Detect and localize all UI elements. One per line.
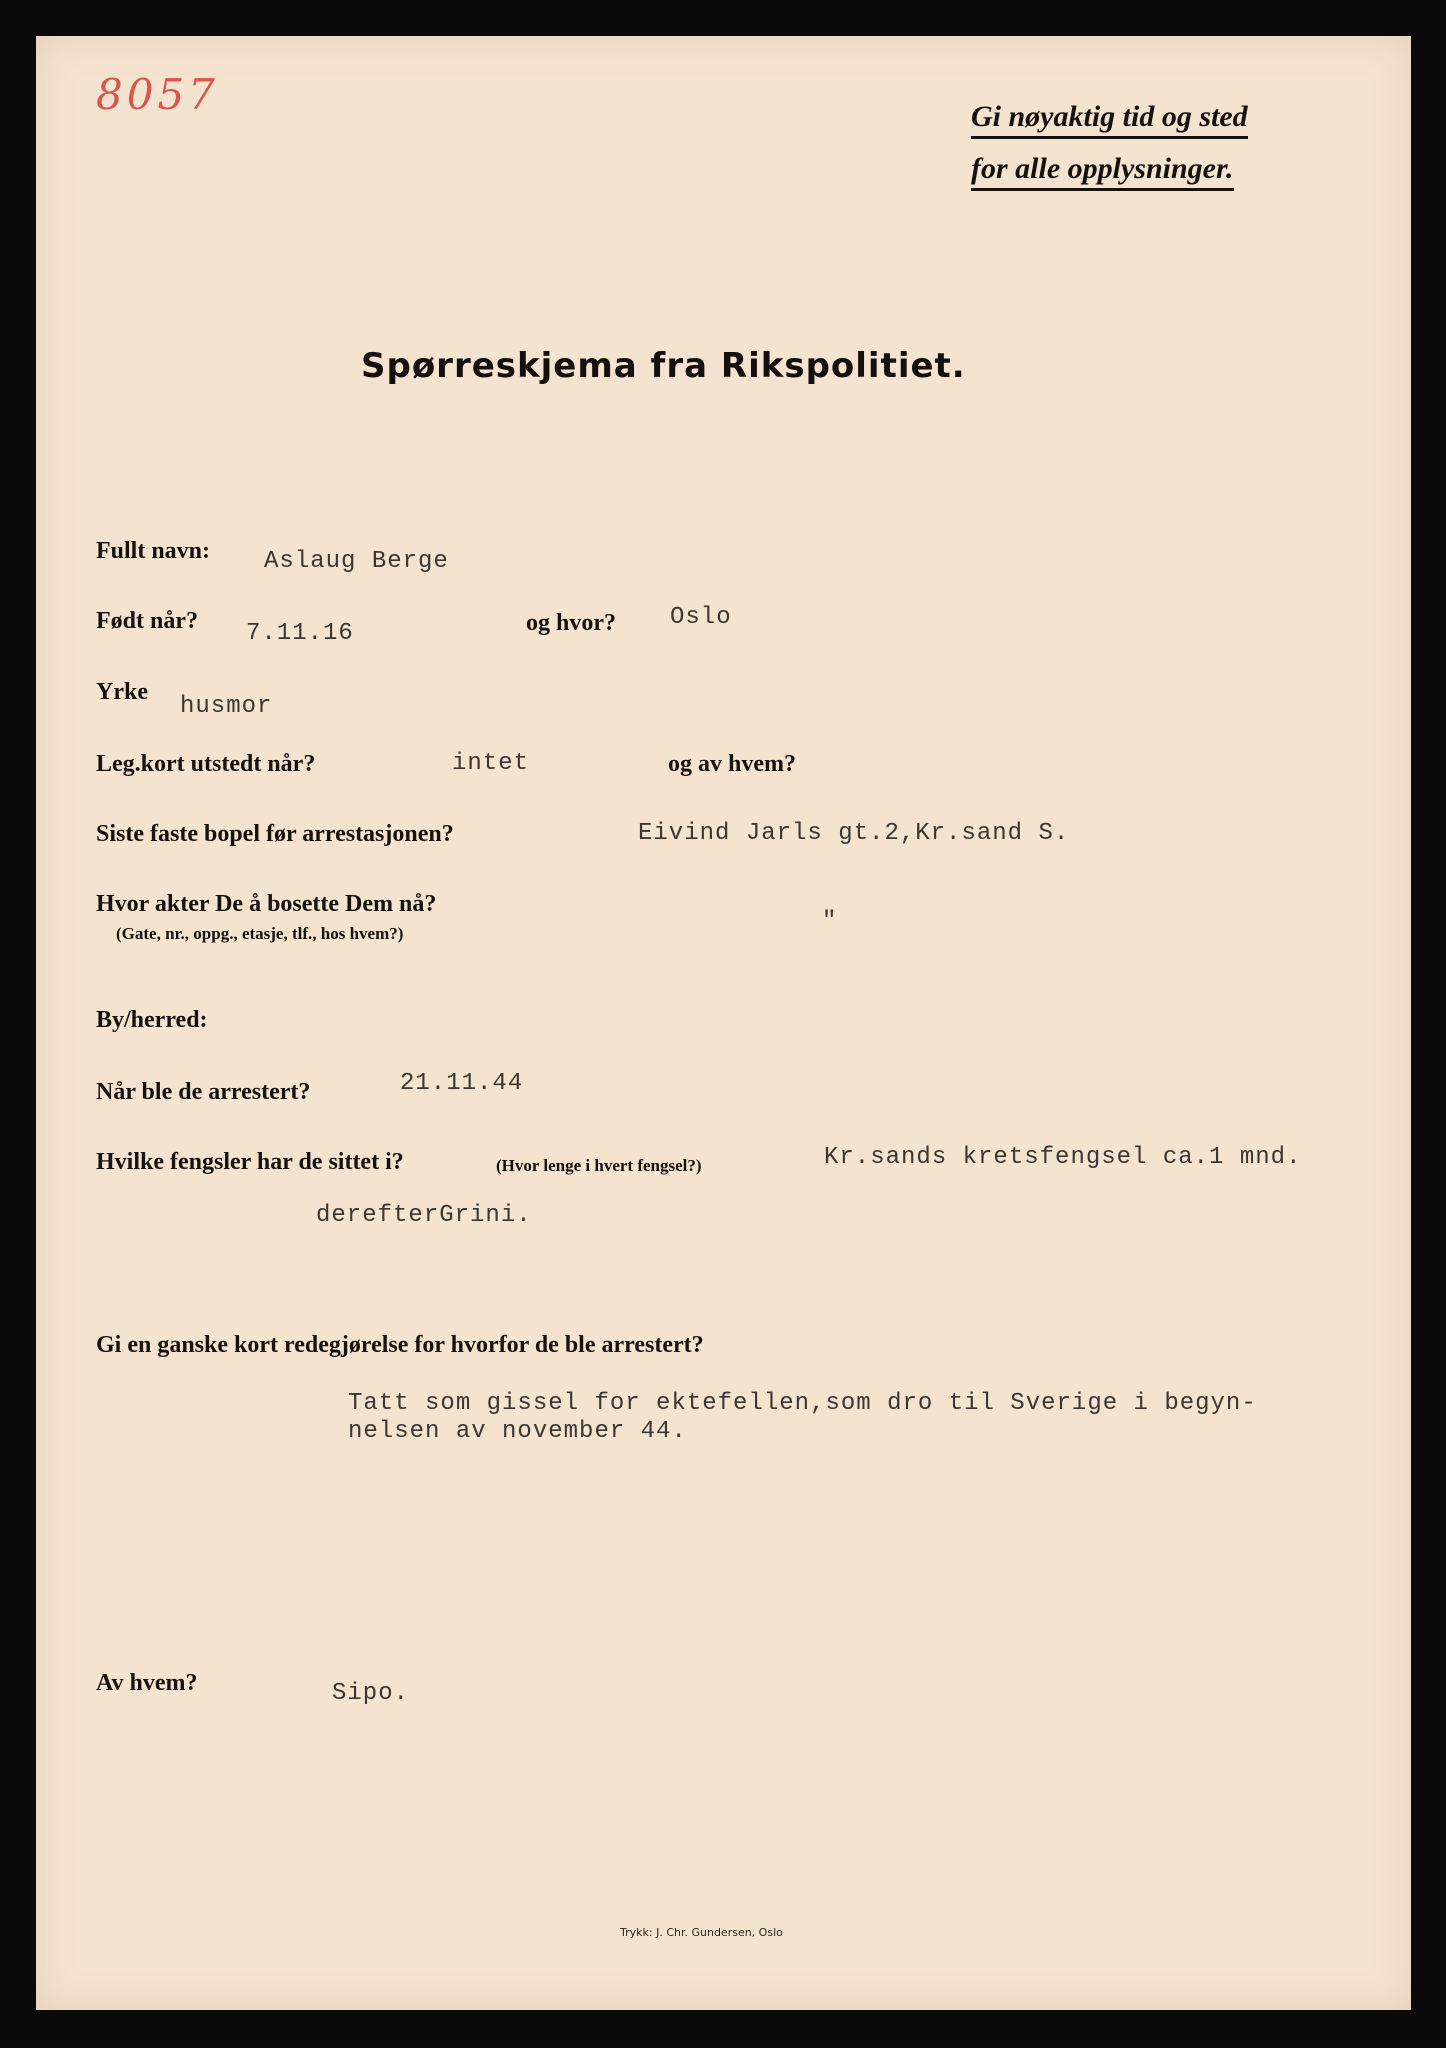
- arrested-when-value: 21.11.44: [400, 1070, 524, 1097]
- born-where-label: og hvor?: [526, 610, 616, 636]
- occupation-value: husmor: [180, 693, 273, 720]
- born-where-value: Oslo: [670, 604, 732, 631]
- by-whom-value: Sipo.: [332, 1680, 410, 1707]
- id-card-when-value: intet: [452, 750, 530, 777]
- notice-line-1: Gi nøyaktig tid og sted: [971, 100, 1248, 139]
- settle-where-sublabel: (Gate, nr., oppg., etasje, tlf., hos hvem?): [116, 924, 404, 943]
- id-card-by-label: og av hvem?: [668, 751, 796, 777]
- municipality-label: By/herred:: [96, 1007, 208, 1033]
- prisons-sublabel: (Hvor lenge i hvert fengsel?): [496, 1156, 702, 1175]
- born-when-label: Født når?: [96, 608, 198, 634]
- occupation-label: Yrke: [96, 679, 148, 705]
- reason-value-line-2: nelsen av november 44.: [348, 1418, 687, 1445]
- born-when-value: 7.11.16: [246, 620, 354, 647]
- name-label: Fullt navn:: [96, 538, 211, 564]
- notice-line-2: for alle opplysninger.: [971, 152, 1234, 191]
- page-title: Spørreskjema fra Rikspolitiet.: [361, 346, 966, 386]
- reason-label: Gi en ganske kort redegjørelse for hvorfor de ble arrestert?: [96, 1332, 704, 1358]
- prisons-label: Hvilke fengsler har de sittet i?: [96, 1149, 404, 1175]
- prisons-value-line-2: derefterGrini.: [316, 1202, 532, 1229]
- settle-where-label: Hvor akter De å bosette Dem nå?: [96, 891, 437, 917]
- reason-value-line-1: Tatt som gissel for ektefellen,som dro til Sverige i begyn-: [348, 1390, 1257, 1417]
- questionnaire-sheet: [36, 36, 1411, 2010]
- prisons-value-line-1: Kr.sands kretsfengsel ca.1 mnd.: [824, 1144, 1302, 1171]
- arrested-when-label: Når ble de arrestert?: [96, 1079, 311, 1105]
- name-value: Aslaug Berge: [264, 548, 449, 575]
- by-whom-label: Av hvem?: [96, 1670, 198, 1696]
- last-address-label: Siste faste bopel før arrestasjonen?: [96, 821, 454, 847]
- archive-number: 8057: [96, 70, 219, 119]
- id-card-when-label: Leg.kort utstedt når?: [96, 751, 316, 777]
- settle-where-value: ": [822, 908, 838, 935]
- last-address-value: Eivind Jarls gt.2,Kr.sand S.: [638, 820, 1070, 847]
- printer-credit: Trykk: J. Chr. Gundersen, Oslo: [620, 1926, 783, 1939]
